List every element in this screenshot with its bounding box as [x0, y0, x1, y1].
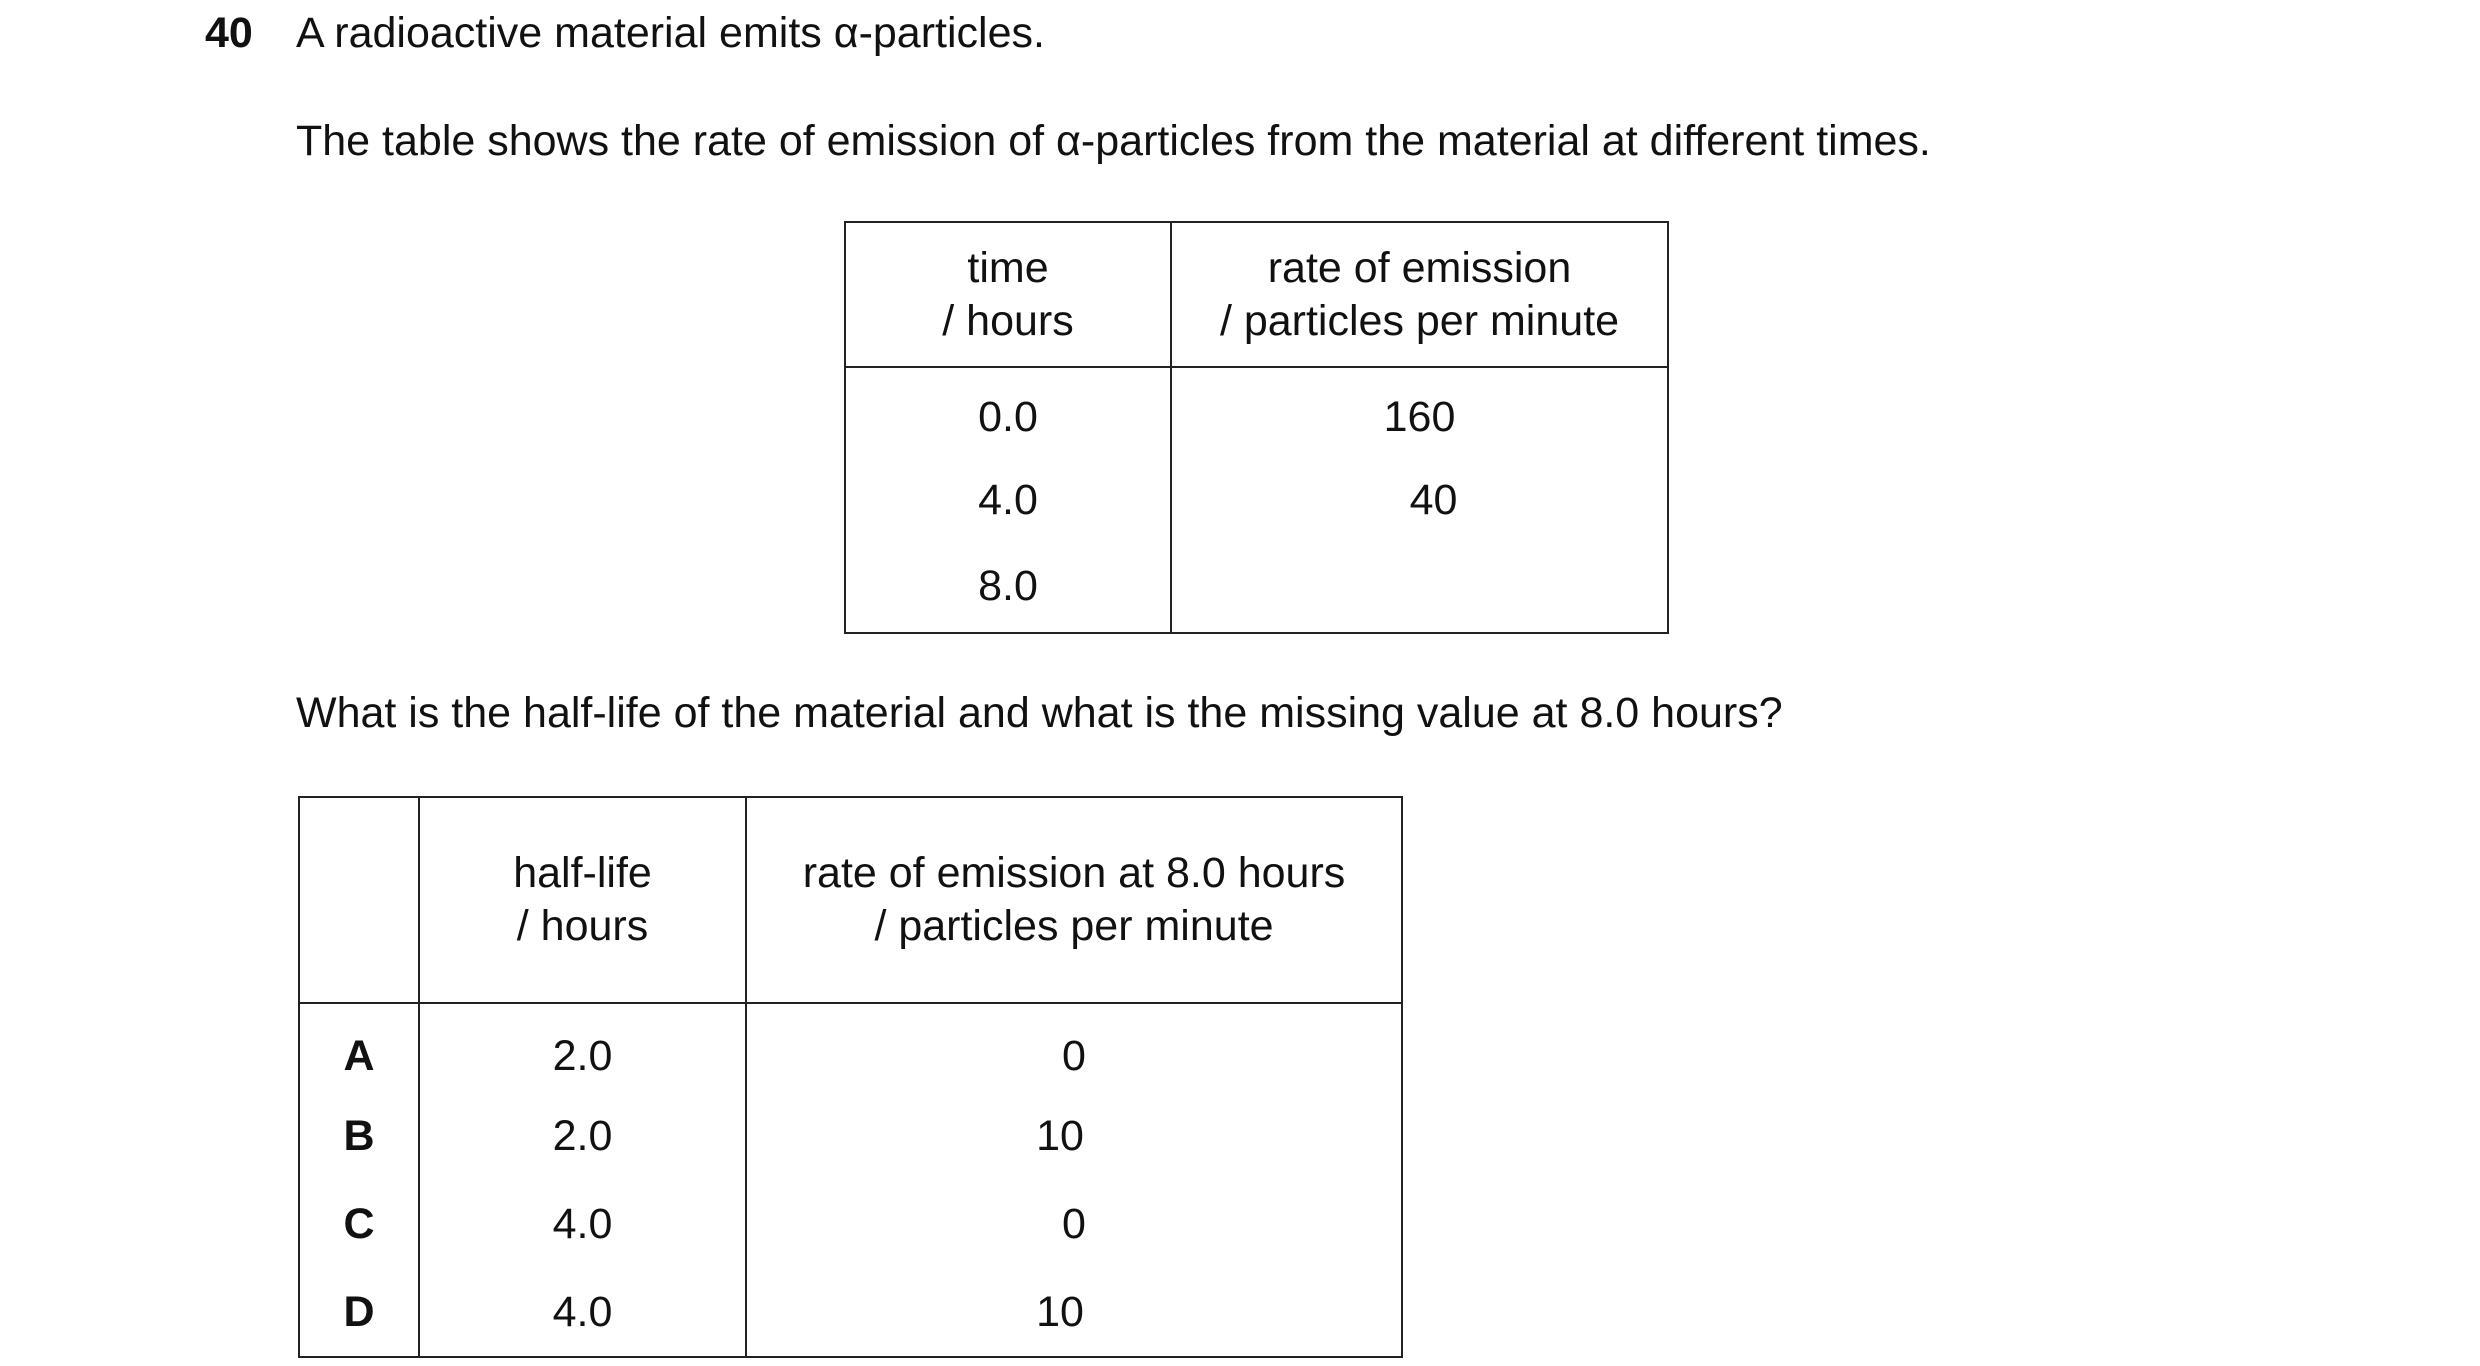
rate-cell: 0: [746, 1003, 1402, 1092]
option-row-d[interactable]: [299, 1268, 1402, 1357]
half-life-cell: 2.0: [419, 1092, 746, 1180]
question-prompt: What is the half-life of the material and what is the missing value at 8.0 hours?: [296, 689, 1783, 737]
rate-cell: [746, 1092, 1402, 1180]
rate-value: 40: [1409, 475, 1458, 524]
header-rate-8h-unit: / particles per minute: [874, 902, 1274, 950]
header-rate: [1171, 222, 1668, 367]
rate-cell-missing: [1171, 544, 1668, 633]
header-time-unit: / hours: [942, 296, 1074, 345]
table-row: [845, 544, 1668, 633]
option-letter: D: [299, 1268, 419, 1357]
half-life-cell: 2.0: [419, 1003, 746, 1092]
header-time: [845, 222, 1171, 367]
half-life-cell: 4.0: [419, 1180, 746, 1268]
header-rate-8h-title: rate of emission at 8.0 hours: [802, 849, 1346, 897]
table-row: [845, 367, 1668, 456]
rate-value: 10: [1036, 1287, 1084, 1336]
options-header-row: [299, 797, 1402, 1003]
option-row-c[interactable]: [299, 1180, 1402, 1268]
data-table-header-row: [845, 222, 1668, 367]
options-table: [298, 796, 1403, 1358]
rate-value: 10: [1036, 1111, 1084, 1160]
table-intro: The table shows the rate of emission of α-particles from the material at different times.: [296, 117, 1931, 165]
time-cell: 8.0: [845, 544, 1171, 633]
header-half-life-unit: / hours: [516, 902, 649, 950]
rate-cell: 0: [746, 1180, 1402, 1268]
table-row: [845, 456, 1668, 544]
rate-cell: 160: [1171, 367, 1668, 456]
header-rate-title: rate of emission: [1267, 243, 1572, 292]
time-cell: 0.0: [845, 367, 1171, 456]
option-letter: C: [299, 1180, 419, 1268]
question-number: 40: [205, 9, 253, 57]
option-letter: B: [299, 1092, 419, 1180]
header-rate-8h: [746, 797, 1402, 1003]
option-letter: A: [299, 1003, 419, 1092]
question-intro: A radioactive material emits α-particles.: [296, 9, 1045, 57]
half-life-cell: 4.0: [419, 1268, 746, 1357]
rate-cell: [746, 1268, 1402, 1357]
option-row-a[interactable]: [299, 1003, 1402, 1092]
time-cell: 4.0: [845, 456, 1171, 544]
header-half-life-title: half-life: [513, 849, 652, 897]
data-table: [844, 221, 1669, 634]
option-row-b[interactable]: [299, 1092, 1402, 1180]
header-half-life: [419, 797, 746, 1003]
header-time-title: time: [967, 243, 1049, 292]
rate-cell: [1171, 456, 1668, 544]
header-blank: [299, 797, 419, 1003]
header-rate-unit: / particles per minute: [1219, 296, 1620, 345]
